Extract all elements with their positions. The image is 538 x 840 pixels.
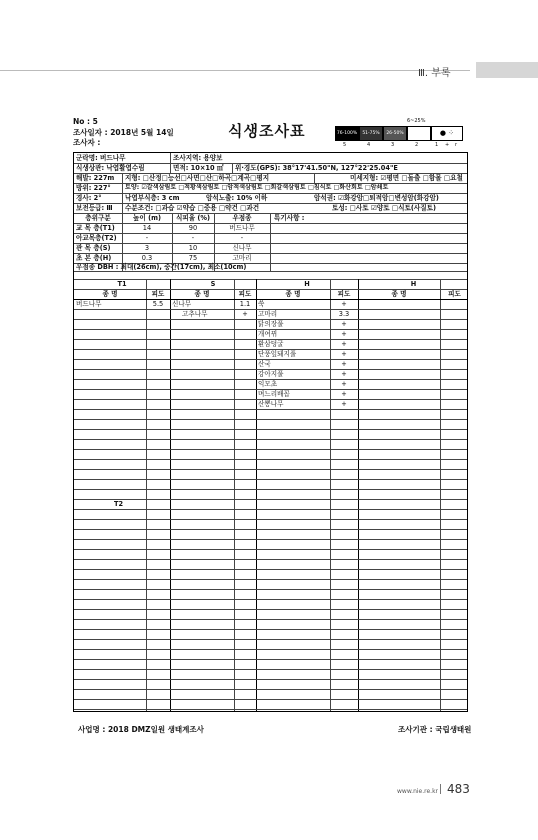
species-coverage: + — [242, 310, 248, 318]
litter-depth: 낙엽부식층: 3 cm — [125, 194, 180, 202]
legend-top-label: 6~25% — [407, 118, 426, 124]
species-name-header: 종 명 — [102, 290, 118, 298]
species-name: 강아지풀 — [258, 370, 284, 378]
form-number: No : 5 — [73, 117, 98, 126]
species-coverage: 1.1 — [239, 300, 251, 308]
species-coverage: + — [341, 320, 347, 328]
coverage-header: 피도 — [238, 290, 252, 298]
coverage-header: 피도 — [151, 290, 165, 298]
survey-organization: 조사기관 : 국립생태원 — [398, 725, 472, 734]
layer-dominant: 버드나무 — [229, 224, 255, 232]
species-name: 닭의장풀 — [258, 320, 284, 328]
gps-coordinates: 위·경도(GPS): 38°17'41.50"N, 127°22'25.04"E — [235, 164, 398, 172]
species-coverage: + — [341, 370, 347, 378]
coverage-header: 피도 — [337, 290, 351, 298]
layer-cover: - — [191, 234, 195, 242]
parent-rock: 암석권: ☑화강암□퇴적암□변성암(화강암) — [314, 194, 439, 202]
species-name: 버드나무 — [76, 300, 102, 308]
species-name: 익모초 — [258, 380, 278, 388]
section-title: Ⅲ. 부록 — [418, 68, 451, 79]
species-coverage: + — [341, 400, 347, 408]
group-header-t1: T1 — [117, 280, 127, 288]
form-title: 식생조사표 — [228, 122, 306, 140]
group-header-h: H — [304, 280, 310, 288]
header-rule — [0, 70, 470, 71]
micro-terrain: 미세지형: ☑평면 □돌출 □함몰 □요철 — [350, 174, 463, 182]
dominant-dbh: 우점종 DBH : 최대(26cm), 중간(17cm), 최소(10cm) — [76, 263, 247, 271]
legend-box-light — [407, 126, 431, 141]
layer-dominant: 신나무 — [232, 244, 252, 252]
species-name: 단풍잎돼지풀 — [258, 350, 297, 358]
legend-num: + — [445, 142, 450, 148]
vegetation-physiognomy: 식생상관: 낙엽활엽수림 — [76, 164, 145, 172]
species-coverage: + — [341, 340, 347, 348]
moisture-condition: 수분조건: □과습 ☑약습 □중용 □약건 □과건 — [125, 204, 260, 212]
survey-form-table — [73, 152, 468, 712]
legend-num: 4 — [367, 142, 371, 148]
project-name: 사업명 : 2018 DMZ일원 생태계조사 — [78, 725, 204, 734]
rock-exposure: 암석노출: 10% 이하 — [206, 194, 268, 202]
legend-num: r — [455, 142, 458, 148]
layer-height: 14 — [142, 224, 152, 232]
page-separator — [440, 784, 441, 794]
page-number: 483 — [447, 782, 470, 796]
legend-num: 1 — [435, 142, 439, 148]
species-name: 개여뀌 — [258, 330, 278, 338]
layer-name: 아교목층(T2) — [76, 234, 117, 242]
layer-cover: 90 — [188, 224, 198, 232]
soil-texture: 토성: □사토 ☑양토 □식토(사질토) — [332, 204, 436, 212]
special-notes-label: 특기사항 : — [274, 214, 305, 222]
group-header-h2: H — [410, 280, 417, 288]
species-name: 며느리배꼽 — [258, 390, 290, 398]
legend-num: 5 — [343, 142, 347, 148]
group-header-s: S — [210, 280, 216, 288]
surveyor: 조사자 : — [73, 138, 101, 147]
height-header: 높이 (m) — [133, 214, 161, 222]
species-name: 산국 — [258, 360, 271, 368]
layer-dominant: 고마리 — [232, 254, 252, 262]
dominant-header: 우점종 — [232, 214, 252, 222]
header-tab-block — [476, 62, 538, 78]
layer-name: 관 목 층(S) — [76, 244, 111, 252]
species-coverage: + — [341, 390, 347, 398]
aspect: 방위: 227° — [76, 184, 111, 192]
layer-name: 초 본 층(H) — [76, 254, 112, 262]
legend-box: 26-50% — [383, 126, 407, 141]
group-label-t2: T2 — [114, 500, 124, 508]
species-name-header: 종 명 — [391, 290, 407, 298]
species-coverage: 3.3 — [338, 310, 350, 318]
coverage-header: 피도 — [448, 290, 461, 298]
coverage-legend — [335, 118, 463, 152]
species-name-header: 종 명 — [194, 290, 210, 298]
legend-num: 3 — [391, 142, 395, 148]
community-name: 군락명: 버드나무 — [76, 154, 126, 162]
species-name: 산뽕나무 — [258, 400, 284, 408]
species-name: 환삼덩굴 — [258, 340, 284, 348]
website-url: www.nie.re.kr — [397, 788, 439, 795]
species-coverage: + — [341, 380, 347, 388]
species-coverage: + — [341, 330, 347, 338]
species-coverage: + — [341, 360, 347, 368]
layer-header: 층위구분 — [85, 214, 111, 222]
conservation-grade: 보전등급: Ⅲ — [76, 204, 113, 212]
species-name-header: 종 명 — [285, 290, 301, 298]
altitude: 해발: 227m — [76, 174, 115, 182]
cover-header: 식피율 (%) — [175, 214, 211, 222]
species-name: 신나무 — [172, 300, 192, 308]
layer-height: 0.3 — [141, 254, 153, 262]
terrain: 지형: □산정□능선□사면□산□하곡□계곡□평지 — [125, 174, 270, 182]
species-name: 고마리 — [258, 310, 278, 318]
legend-box: 51-75% — [359, 126, 383, 141]
layer-cover: 75 — [188, 254, 198, 262]
species-coverage: 5.5 — [152, 300, 164, 308]
species-coverage: + — [341, 300, 347, 308]
layer-height: - — [145, 234, 149, 242]
legend-num: 2 — [415, 142, 419, 148]
survey-area: 조사지역: 용양보 — [173, 154, 223, 162]
layer-cover: 10 — [188, 244, 198, 252]
species-coverage: + — [341, 350, 347, 358]
species-name: 고추나무 — [182, 310, 208, 318]
soil-type: 토양: ☑갈색삼림토 □적황색삼림토 □암적색삼림토 □회갈색삼림토 □침식토 □화산회토 □암쇄토 — [125, 184, 389, 191]
layer-height: 3 — [144, 244, 150, 252]
species-name: 쑥 — [258, 300, 265, 308]
slope: 경사: 2° — [76, 194, 102, 202]
layer-name: 교 목 층(T1) — [76, 224, 115, 232]
plot-size: 면적: 10×10 ㎡ — [173, 164, 224, 172]
legend-box: 76-100% — [335, 126, 359, 141]
layer-dominant: - — [240, 234, 244, 242]
legend-dot-box: ● ⁘ — [431, 126, 463, 141]
survey-date: 조사일자 : 2018년 5월 14일 — [73, 128, 174, 137]
